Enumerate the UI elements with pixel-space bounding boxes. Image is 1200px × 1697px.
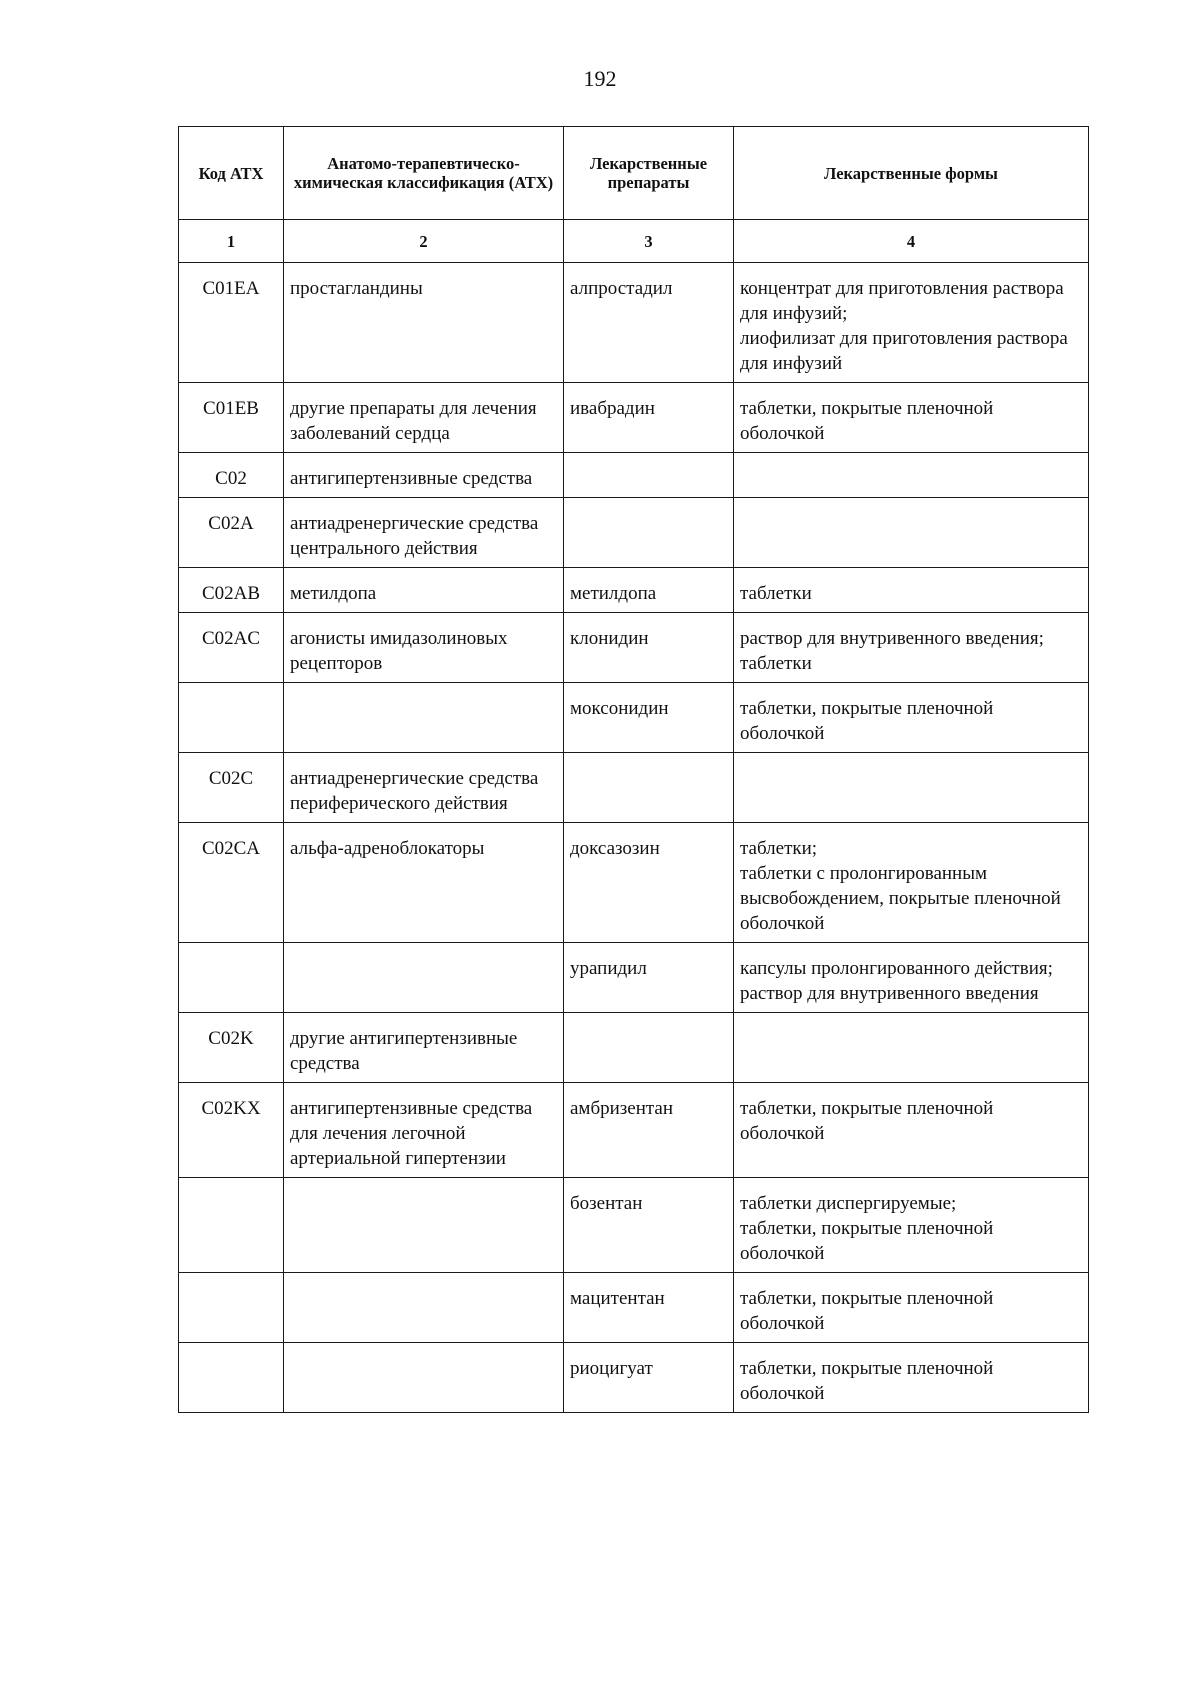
cell-dosage-forms (734, 1083, 1089, 1178)
cell-drug (564, 753, 734, 823)
dosage-form-item: капсулы пролонгированного действия; (740, 958, 1053, 979)
cell-dosage-forms (734, 613, 1089, 683)
cell-classification: антигипертензивные средства (284, 453, 564, 498)
cell-dosage-forms (734, 453, 1089, 498)
table-body (179, 263, 1089, 1413)
dosage-form-item: таблетки, покрытые пленочной оболочкой (740, 1218, 994, 1264)
cell-classification (284, 1343, 564, 1413)
cell-dosage-forms (734, 943, 1089, 1013)
cell-drug: мацитентан (564, 1273, 734, 1343)
cell-classification (284, 1273, 564, 1343)
dosage-form-item: таблетки, покрытые пленочной оболочкой (740, 1358, 994, 1404)
cell-dosage-forms (734, 1273, 1089, 1343)
cell-atc-code: C02AC (179, 613, 284, 683)
column-number: 2 (284, 220, 564, 263)
cell-atc-code: C02AB (179, 568, 284, 613)
cell-dosage-forms (734, 753, 1089, 823)
cell-classification: антиадренергические средства периферического действия (284, 753, 564, 823)
column-number: 3 (564, 220, 734, 263)
cell-drug: метилдопа (564, 568, 734, 613)
table-row (179, 1273, 1089, 1343)
cell-atc-code: C02 (179, 453, 284, 498)
cell-atc-code (179, 1273, 284, 1343)
cell-atc-code (179, 943, 284, 1013)
cell-dosage-forms (734, 823, 1089, 943)
cell-dosage-forms (734, 383, 1089, 453)
table-row (179, 683, 1089, 753)
header-dosage-forms: Лекарственные формы (734, 127, 1089, 220)
dosage-form-item: таблетки, покрытые пленочной оболочкой (740, 1098, 994, 1144)
cell-dosage-forms (734, 1013, 1089, 1083)
table-row (179, 823, 1089, 943)
table-row (179, 383, 1089, 453)
cell-atc-code: C01EB (179, 383, 284, 453)
cell-dosage-forms (734, 1178, 1089, 1273)
cell-dosage-forms (734, 683, 1089, 753)
cell-atc-code: C01EA (179, 263, 284, 383)
cell-classification: простагландины (284, 263, 564, 383)
table-row (179, 753, 1089, 823)
dosage-form-item: таблетки, покрытые пленочной оболочкой (740, 698, 994, 744)
table-row (179, 453, 1089, 498)
cell-drug: алпростадил (564, 263, 734, 383)
cell-atc-code: C02KX (179, 1083, 284, 1178)
cell-atc-code: C02K (179, 1013, 284, 1083)
cell-drug (564, 1013, 734, 1083)
cell-classification: метилдопа (284, 568, 564, 613)
cell-classification: агонисты имидазолиновых рецепторов (284, 613, 564, 683)
cell-atc-code (179, 1178, 284, 1273)
cell-drug (564, 453, 734, 498)
cell-drug: клонидин (564, 613, 734, 683)
cell-drug: бозентан (564, 1178, 734, 1273)
cell-classification (284, 1178, 564, 1273)
cell-classification (284, 683, 564, 753)
cell-atc-code: C02CA (179, 823, 284, 943)
cell-drug: амбризентан (564, 1083, 734, 1178)
cell-drug (564, 498, 734, 568)
table-row (179, 498, 1089, 568)
dosage-form-item: таблетки (740, 653, 812, 674)
table-row (179, 613, 1089, 683)
page-number: 192 (583, 66, 617, 91)
cell-classification: альфа-адреноблокаторы (284, 823, 564, 943)
table-row (179, 263, 1089, 383)
cell-classification: другие препараты для лечения заболеваний сердца (284, 383, 564, 453)
column-number-row (179, 220, 1089, 263)
table-row (179, 1083, 1089, 1178)
table-row (179, 1343, 1089, 1413)
cell-classification: антиадренергические средства центрального действия (284, 498, 564, 568)
cell-atc-code: C02A (179, 498, 284, 568)
cell-atc-code: C02C (179, 753, 284, 823)
table-header-row (179, 127, 1089, 220)
column-number: 1 (179, 220, 284, 263)
dosage-form-item: таблетки диспергируемые; (740, 1193, 957, 1214)
dosage-form-item: раствор для внутривенного введения; (740, 628, 1044, 649)
dosage-form-item: таблетки с пролонгированным высвобождением, покрытые пленочной оболочкой (740, 863, 1061, 934)
dosage-form-item: таблетки; (740, 838, 818, 859)
dosage-form-item: концентрат для приготовления раствора для инфузий; (740, 278, 1064, 324)
table-row (179, 568, 1089, 613)
cell-atc-code (179, 1343, 284, 1413)
cell-drug: урапидил (564, 943, 734, 1013)
header-atc-code: Код АТХ (179, 127, 284, 220)
dosage-form-item: раствор для внутривенного введения (740, 983, 1039, 1004)
table-row (179, 943, 1089, 1013)
cell-classification (284, 943, 564, 1013)
cell-drug: ивабрадин (564, 383, 734, 453)
cell-drug: риоцигуат (564, 1343, 734, 1413)
atc-drug-table (178, 126, 1089, 1413)
cell-dosage-forms (734, 1343, 1089, 1413)
dosage-form-item: лиофилизат для приготовления раствора для инфузий (740, 328, 1068, 374)
dosage-form-item: таблетки, покрытые пленочной оболочкой (740, 398, 994, 444)
header-classification: Анатомо-терапевтическо-химическая классификация (АТХ) (284, 127, 564, 220)
cell-atc-code (179, 683, 284, 753)
cell-drug: доксазозин (564, 823, 734, 943)
cell-dosage-forms (734, 498, 1089, 568)
cell-classification: другие антигипертензивные средства (284, 1013, 564, 1083)
table-row (179, 1178, 1089, 1273)
header-drugs: Лекарственные препараты (564, 127, 734, 220)
table-row (179, 1013, 1089, 1083)
dosage-form-item: таблетки (740, 583, 812, 604)
cell-dosage-forms (734, 263, 1089, 383)
cell-drug: моксонидин (564, 683, 734, 753)
cell-classification: антигипертензивные средства для лечения легочной артериальной гипертензии (284, 1083, 564, 1178)
column-number: 4 (734, 220, 1089, 263)
dosage-form-item: таблетки, покрытые пленочной оболочкой (740, 1288, 994, 1334)
cell-dosage-forms (734, 568, 1089, 613)
